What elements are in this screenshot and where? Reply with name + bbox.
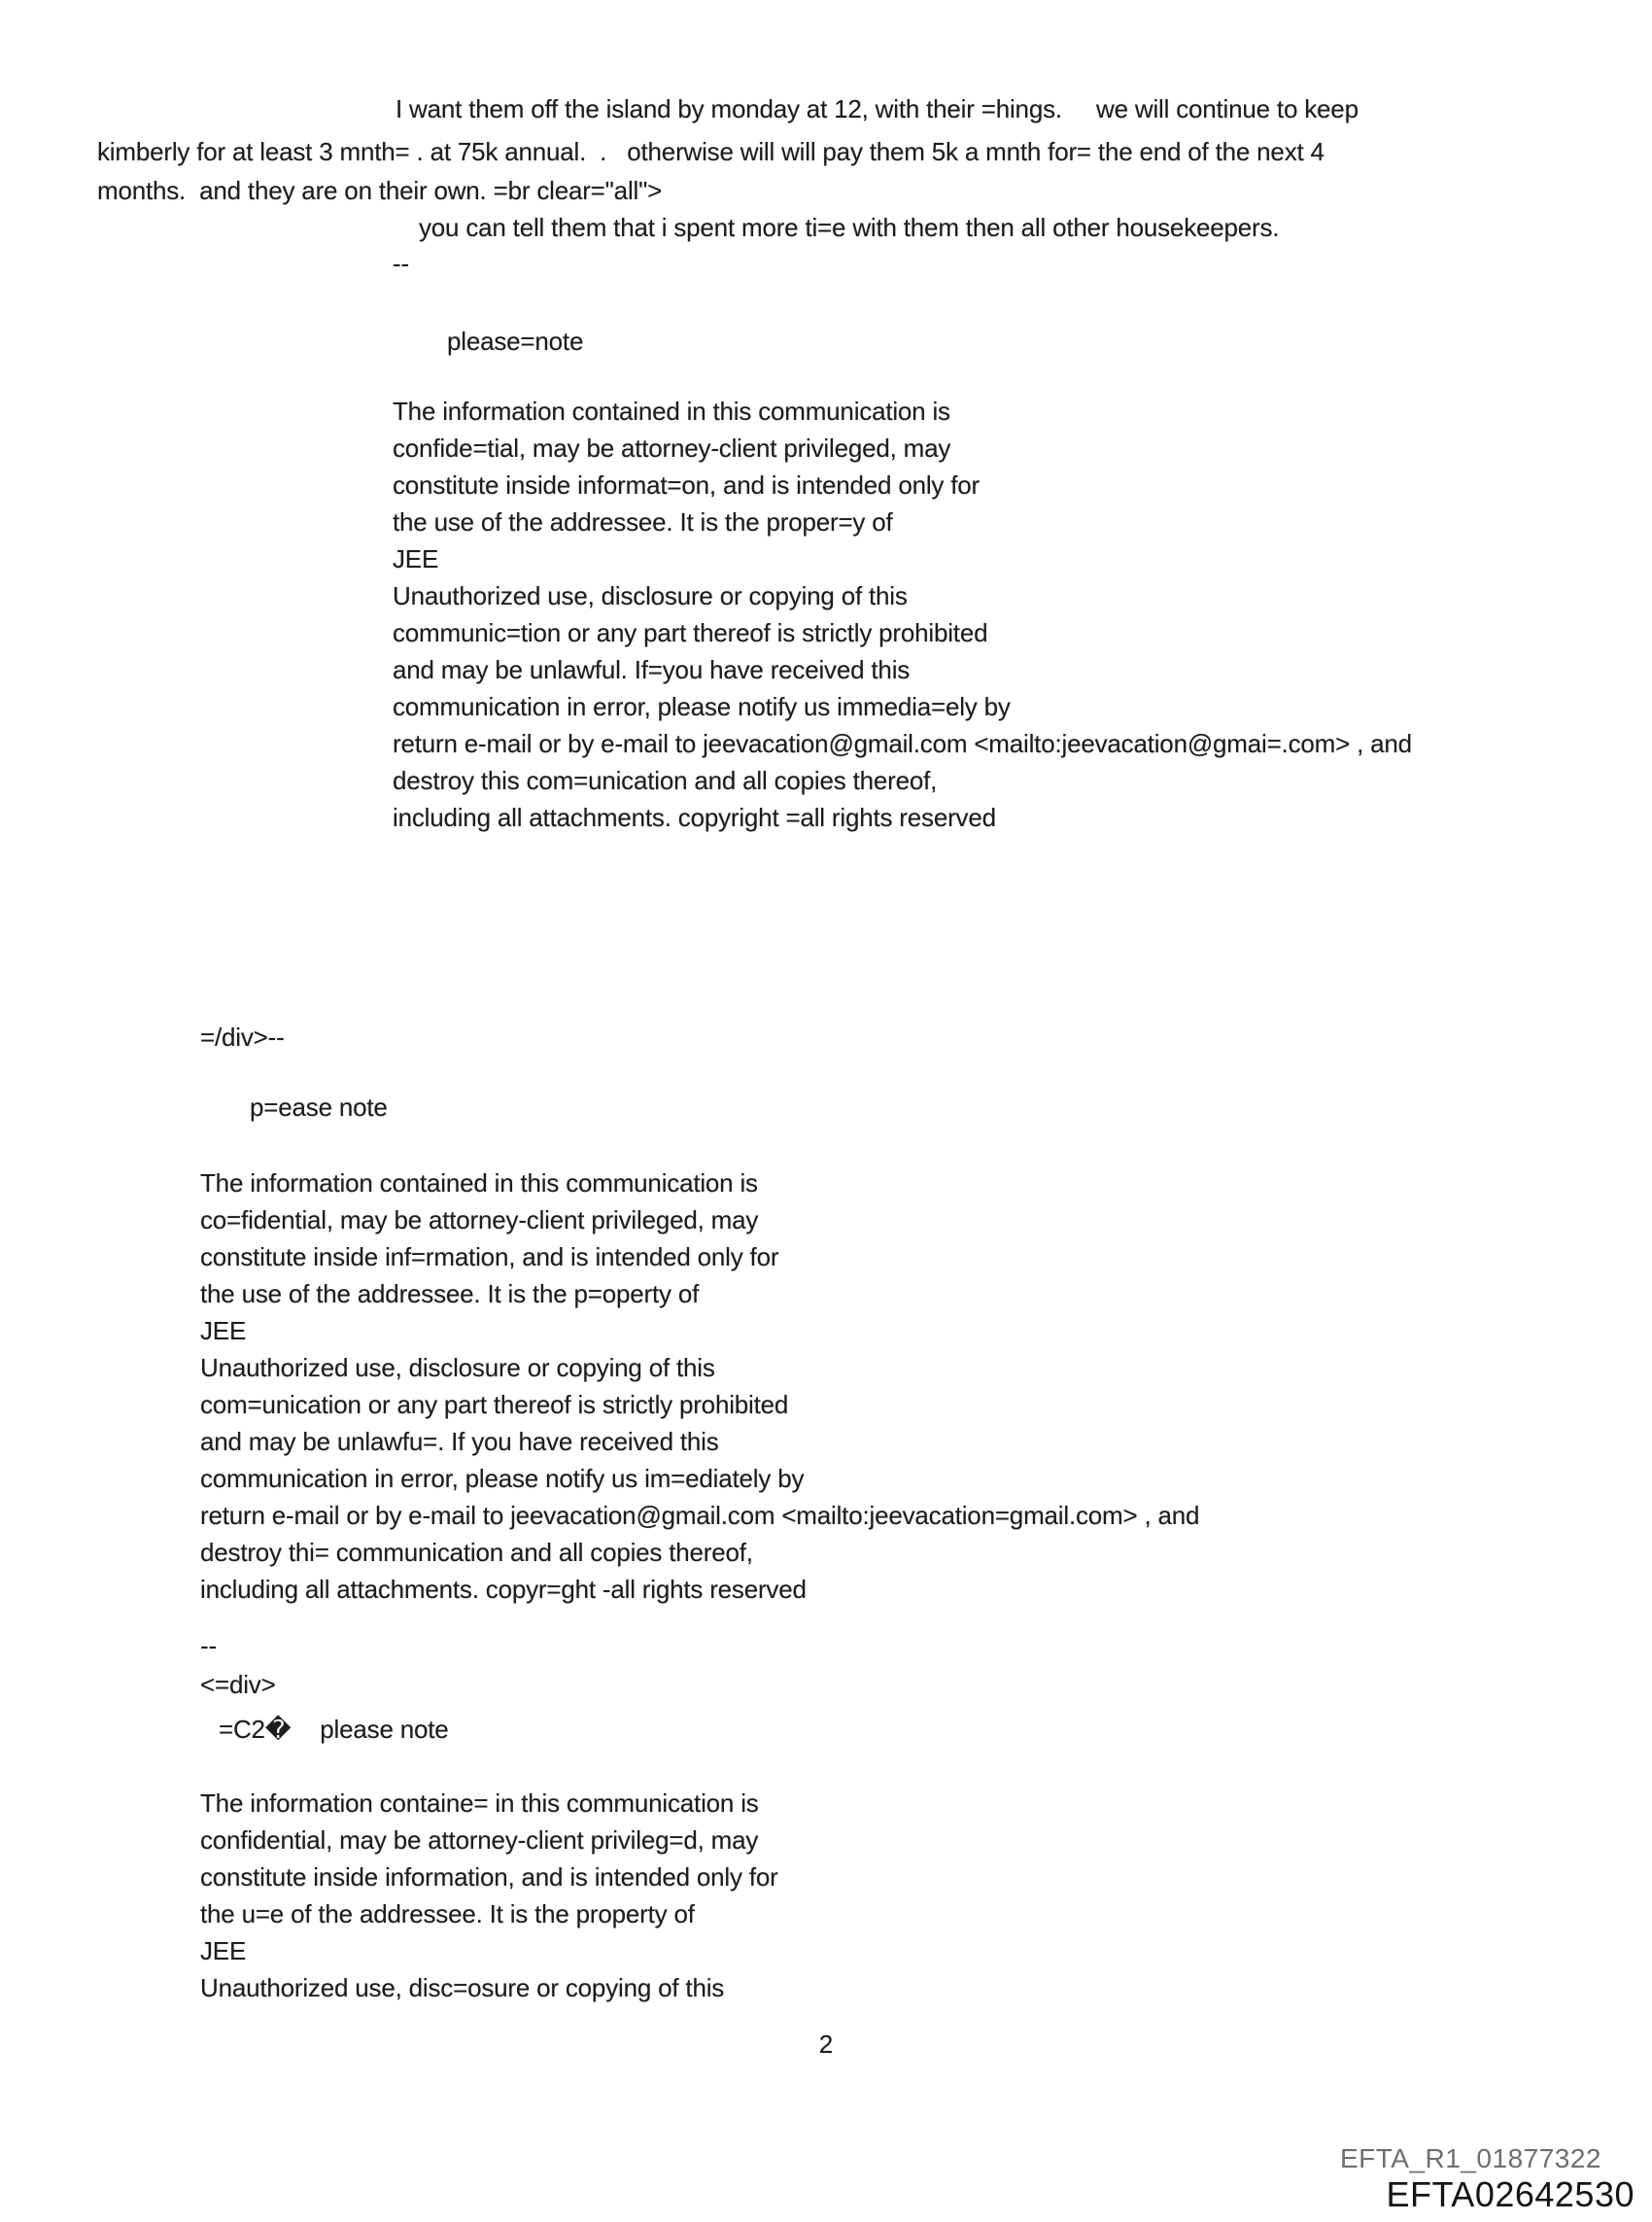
div-close-fragment: =/div>-- bbox=[200, 1023, 285, 1052]
encoding-artifact-prefix: =C2� bbox=[219, 1715, 292, 1744]
text-line: Unauthorized use, disclosure or copying of this bbox=[393, 581, 908, 610]
text-line: return e-mail or by e-mail to jeevacation@gmail.com <mailto:jeevacation@gmai=.com> , and bbox=[393, 729, 1412, 758]
text-line: constitute inside informat=on, and is intended only for bbox=[393, 470, 980, 500]
text-line: constitute inside information, and is intended only for bbox=[200, 1862, 778, 1892]
text-line: The information containe= in this communication is bbox=[200, 1788, 759, 1818]
disclaimer-block-3 bbox=[200, 1785, 778, 2006]
text-line: JEE bbox=[393, 544, 439, 573]
text-line: co=fidential, may be attorney-client privileged, may bbox=[200, 1205, 759, 1234]
bates-stamp bbox=[1340, 2142, 1635, 2214]
email-body-line-2: kimberly for at least 3 mnth= . at 75k annual. . otherwise will will pay them 5k a mnth for= the end of the next 4 bbox=[97, 137, 1325, 166]
note-label-1: please=note bbox=[447, 327, 584, 356]
text-line: destroy thi= communication and all copies thereof, bbox=[200, 1538, 753, 1567]
bates-number-top: EFTA_R1_01877322 bbox=[1340, 2143, 1601, 2173]
text-line: com=unication or any part thereof is strictly prohibited bbox=[200, 1390, 789, 1419]
text-line: constitute inside inf=rmation, and is intended only for bbox=[200, 1242, 779, 1271]
email-body-line-1: I want them off the island by monday at 12, with their =hings. we will continue to keep bbox=[396, 94, 1359, 123]
note-label-2: p=ease note bbox=[250, 1093, 388, 1122]
text-line: The information contained in this communication is bbox=[200, 1168, 758, 1198]
note-label-3 bbox=[219, 1711, 449, 1748]
note-label-3-text: please note bbox=[320, 1715, 449, 1744]
text-line: Unauthorized use, disclosure or copying of this bbox=[200, 1353, 715, 1382]
text-line: destroy this com=unication and all copies thereof, bbox=[393, 766, 938, 795]
text-line: communication in error, please notify us immedia=ely by bbox=[393, 692, 1011, 721]
text-line: communic=tion or any part thereof is strictly prohibited bbox=[393, 618, 988, 647]
text-line: the use of the addressee. It is the p=operty of bbox=[200, 1279, 700, 1308]
text-line: Unauthorized use, disc=osure or copying of this bbox=[200, 1973, 725, 2002]
signature-separator-1: -- bbox=[393, 249, 409, 278]
bates-number-bottom: EFTA02642530 bbox=[1386, 2174, 1635, 2214]
email-body-line-3: months. and they are on their own. =br clear="all"> bbox=[97, 176, 663, 205]
text-line: the u=e of the addressee. It is the property of bbox=[200, 1899, 695, 1928]
div-open-fragment: <=div> bbox=[200, 1670, 276, 1699]
text-line: return e-mail or by e-mail to jeevacation@gmail.com <mailto:jeevacation=gmail.com> , and bbox=[200, 1501, 1200, 1530]
text-line: communication in error, please notify us im=ediately by bbox=[200, 1464, 805, 1493]
page-number: 2 bbox=[818, 2030, 834, 2059]
email-body-line-4: you can tell them that i spent more ti=e with them then all other housekeepers. bbox=[419, 213, 1280, 242]
text-line: confidential, may be attorney-client privileg=d, may bbox=[200, 1825, 759, 1855]
text-line: and may be unlawfu=. If you have received this bbox=[200, 1427, 719, 1456]
text-line: confide=tial, may be attorney-client privileged, may bbox=[393, 434, 951, 463]
text-line: JEE bbox=[200, 1936, 247, 1965]
disclaimer-block-2 bbox=[200, 1164, 1199, 1608]
text-line: the use of the addressee. It is the proper=y of bbox=[393, 507, 893, 537]
text-line: including all attachments. copyright =all rights reserved bbox=[393, 803, 996, 832]
text-line: and may be unlawful. If=you have received this bbox=[393, 655, 911, 684]
text-line: The information contained in this communication is bbox=[393, 397, 950, 426]
disclaimer-block-1 bbox=[393, 393, 1412, 836]
text-line: including all attachments. copyr=ght -all rights reserved bbox=[200, 1575, 807, 1604]
signature-separator-2: -- bbox=[200, 1631, 217, 1660]
text-line: JEE bbox=[200, 1316, 247, 1345]
